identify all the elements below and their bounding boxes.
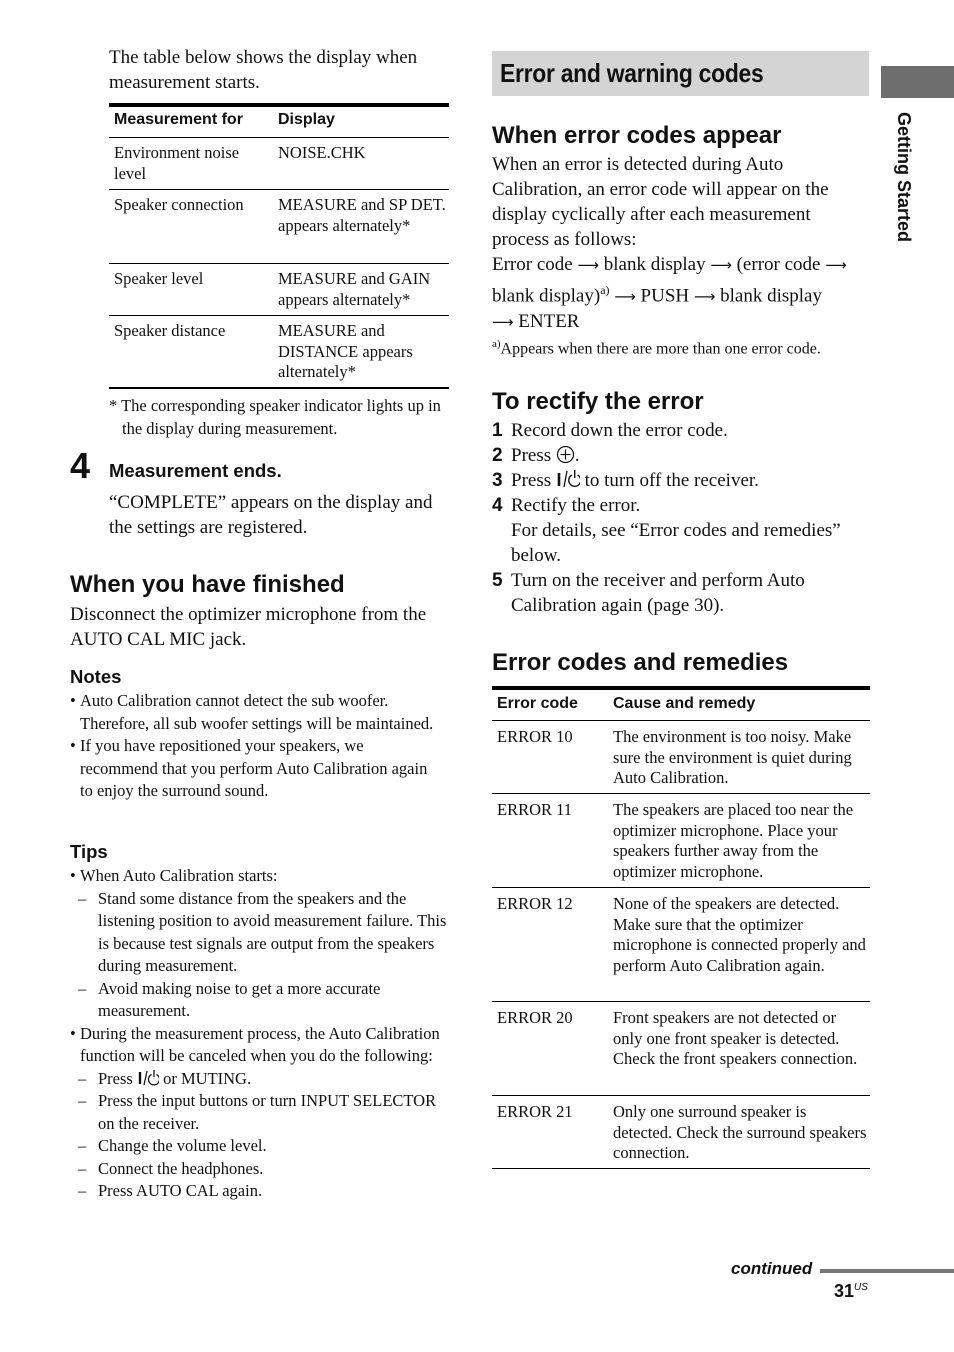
table-cell: Front speakers are not detected or only one front speaker is detected. Check the front speakers connection. [613, 1008, 858, 1068]
table-row [109, 190, 449, 264]
list-item: 1 Record down the error code. [492, 420, 728, 441]
notes-heading: Notes [70, 666, 122, 687]
intro-text: The table below shows the display when measurement starts. [109, 47, 418, 93]
side-tab-label: Getting Started [894, 112, 914, 243]
continued-rule [820, 1269, 954, 1273]
table-footnote: * The corresponding speaker indicator lights up in the display during measurement. [109, 396, 441, 438]
rectify-steps [492, 418, 867, 618]
measurement-table [109, 107, 449, 389]
table-cell: Speaker distance [114, 321, 226, 340]
list-item: – Press the input buttons or turn INPUT SELECTOR on the receiver. [78, 1091, 437, 1133]
table-cell: ERROR 10 [497, 727, 573, 746]
list-item: – Press or MUTING. [78, 1068, 252, 1088]
step-text: “COMPLETE” appears on the display and the settings are registered. [109, 492, 433, 538]
table-cell: MEASURE and GAIN appears alternately* [278, 269, 431, 309]
tips-heading: Tips [70, 841, 108, 862]
table-header-error-code: Error code [497, 695, 578, 712]
table-row [492, 1002, 870, 1096]
table-header-row [492, 690, 870, 721]
step-number: 4 [70, 445, 91, 486]
page-number: $31^{US}$ [834, 1281, 868, 1301]
list-item: • If you have repositioned your speakers, we recommend that you perform Auto Calibration again to enjoy the surround sound. [70, 736, 428, 800]
table-cell: The speakers are placed too near the optimizer microphone. Place your speakers further away from the optimizer microphone. [613, 800, 854, 881]
table-cell: MEASURE and SP DET. appears alternately* [278, 195, 446, 235]
table-cell: ERROR 20 [497, 1008, 573, 1027]
table-cell: Speaker level [114, 269, 204, 288]
table-row [109, 138, 449, 190]
list-item: – Avoid making noise to get a more accurate measurement. [78, 978, 381, 1020]
list-item: • During the measurement process, the Auto Calibration function will be canceled when you do the following: [70, 1023, 440, 1065]
table-header-cause: Cause and remedy [613, 695, 756, 712]
side-tab-bar [881, 66, 954, 98]
step-title: Measurement ends. [109, 460, 282, 481]
list-item: 2 Press . [492, 445, 580, 466]
table-cell: ERROR 12 [497, 894, 573, 913]
appear-text: When an error is detected during Auto Calibration, an error code will appear on the display cyclically after each measurement process as follows: [492, 154, 829, 250]
notes-list [70, 690, 440, 803]
list-item: 5 Turn on the receiver and perform Auto Calibration again (page 30). [492, 570, 805, 616]
table-row [492, 794, 870, 888]
table-row [109, 316, 449, 389]
list-item: – Change the volume level. [78, 1136, 267, 1155]
table-cell: NOISE.CHK [278, 143, 366, 162]
circle-plus-icon [556, 445, 575, 464]
table-cell: The environment is too noisy. Make sure the environment is quiet during Auto Calibration. [613, 727, 852, 787]
table-row [492, 721, 870, 794]
remedies-table [492, 690, 870, 1169]
table-cell: ERROR 11 [497, 800, 573, 819]
list-item: 3 Press to turn off the receiver. [492, 470, 759, 491]
table-header-display: Display [278, 111, 335, 128]
table-cell: Environment noise level [114, 143, 240, 183]
table-header-measurement: Measurement for [114, 111, 243, 128]
list-item: – Press AUTO CAL again. [78, 1181, 263, 1200]
table-row [492, 888, 870, 1002]
table-cell: ERROR 21 [497, 1102, 573, 1121]
table-cell: Only one surround speaker is detected. Check the surround speakers connection. [613, 1102, 867, 1162]
tips-list [70, 865, 450, 1203]
list-item: 4 Rectify the error. For details, see “Error codes and remedies” below. [492, 495, 841, 566]
table-cell: MEASURE and DISTANCE appears alternately* [278, 321, 413, 381]
table-row [109, 264, 449, 316]
continued-label: continued [731, 1259, 813, 1278]
list-item: • Auto Calibration cannot detect the sub woofer. Therefore, all sub woofer settings will be maintained. [70, 691, 434, 733]
error-sequence: Error code ⟶ blank display ⟶ (error code ⟶ blank display)$^{a)}$ ⟶ PUSH ⟶ blank display ⟶ ENTER [492, 254, 847, 333]
appear-footnote: $^{a)}$Appears when there are more than one error code. [492, 338, 821, 358]
list-item: – Connect the headphones. [78, 1158, 264, 1178]
section-title-bar [492, 51, 869, 96]
remedies-heading: Error codes and remedies [492, 649, 789, 676]
table-header-row [109, 107, 449, 138]
finished-text: Disconnect the optimizer microphone from the AUTO CAL MIC jack. [70, 604, 427, 650]
appear-heading: When error codes appear [492, 122, 782, 149]
list-item: – Stand some distance from the speakers and the listening position to avoid measurement failure. This is because test signals are output from the speakers during measurement. [78, 888, 447, 975]
list-item: • When Auto Calibration starts: [70, 866, 278, 885]
table-cell: None of the speakers are detected. Make sure that the optimizer microphone is connected properly and perform Auto Calibration again. [613, 894, 866, 975]
finished-heading: When you have finished [70, 571, 345, 598]
table-cell: Speaker connection [114, 195, 244, 214]
power-icon [556, 469, 580, 488]
table-row [492, 1096, 870, 1169]
section-title: Error and warning codes [500, 58, 764, 88]
power-icon [137, 1069, 159, 1086]
rectify-heading: To rectify the error [492, 388, 704, 415]
